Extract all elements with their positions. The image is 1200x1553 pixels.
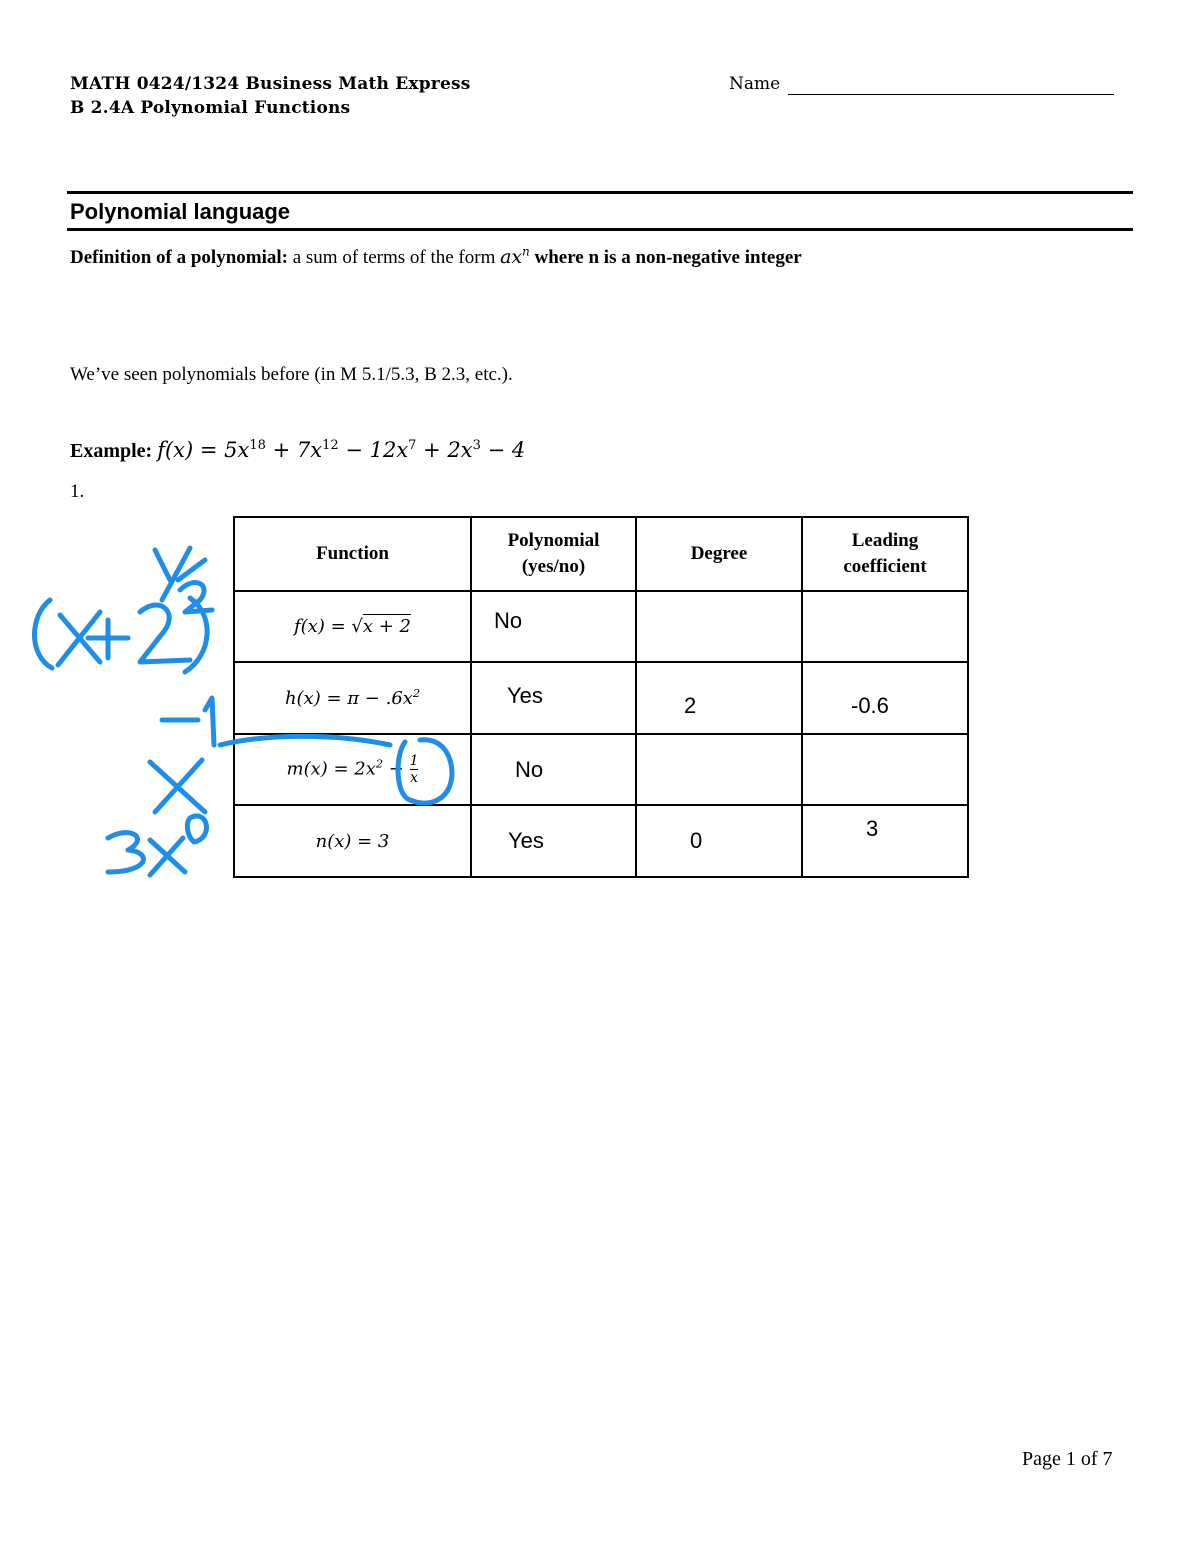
header-degree: Degree: [636, 517, 802, 591]
polynomial-cell[interactable]: [471, 591, 636, 662]
handwriting-x-plus-2-half: [35, 548, 213, 672]
example-equation: [157, 438, 525, 462]
leading-cell[interactable]: [802, 662, 968, 734]
function-cell: [234, 591, 471, 662]
polynomial-answer: No: [515, 756, 544, 782]
table-row: [234, 805, 968, 877]
course-title: MATH 0424/1324 Business Math Express: [70, 74, 471, 94]
function-cell: [234, 734, 471, 805]
function-exponent: 2: [375, 757, 384, 771]
polynomial-cell[interactable]: [471, 734, 636, 805]
radicand: x + 2: [362, 616, 411, 637]
eq-part: + 7x: [265, 438, 323, 462]
leading-cell[interactable]: [802, 805, 968, 877]
example: [70, 438, 525, 463]
fraction-denominator: x: [410, 770, 418, 786]
definition: [70, 246, 802, 269]
header-leading-line2: coefficient: [843, 556, 927, 577]
degree-cell[interactable]: [636, 591, 802, 662]
term-base: ax: [500, 246, 523, 268]
function-cell: [234, 662, 471, 734]
degree-cell[interactable]: [636, 805, 802, 877]
function-text: m(x) = 2x: [286, 758, 376, 780]
header-function: Function: [234, 517, 471, 591]
table-row: [234, 662, 968, 734]
function-text: f(x) = √: [294, 616, 363, 637]
polynomial-table: [233, 516, 969, 878]
leading-answer: 3: [866, 816, 879, 841]
eq-exp: 7: [408, 437, 417, 453]
polynomial-answer: Yes: [508, 828, 544, 853]
problem-number: 1.: [70, 481, 85, 502]
definition-label: Definition of a polynomial:: [70, 247, 288, 268]
intro-text: We’ve seen polynomials before (in M 5.1/5.3, B 2.3, etc.).: [70, 364, 513, 385]
polynomial-answer: Yes: [507, 683, 543, 708]
eq-exp: 12: [322, 437, 339, 453]
header-polynomial-line2: (yes/no): [521, 556, 586, 577]
top-rule: [67, 191, 1133, 194]
degree-cell[interactable]: [636, 662, 802, 734]
degree-cell[interactable]: [636, 734, 802, 805]
definition-term: [500, 246, 530, 268]
term-exponent: n: [522, 244, 530, 259]
handwriting-3x-zero: [108, 816, 206, 875]
eq-part: − 4: [480, 438, 526, 462]
eq-part: f(x) = 5x: [157, 438, 250, 462]
table-header-row: [234, 517, 968, 591]
leading-answer: -0.6: [851, 693, 889, 718]
function-exponent: 2: [412, 686, 421, 700]
function-text: h(x) = π − .6x: [284, 687, 413, 709]
header-leading-line1: Leading: [851, 530, 919, 551]
fraction-numerator: 1: [409, 753, 419, 769]
eq-part: + 2x: [416, 438, 473, 462]
table-row: [234, 734, 968, 805]
polynomial-answer: No: [494, 607, 523, 633]
eq-exp: 18: [249, 437, 266, 453]
leading-cell[interactable]: [802, 734, 968, 805]
section-subtitle: B 2.4A Polynomial Functions: [70, 98, 351, 118]
function-text: n(x) = 3: [315, 830, 390, 852]
section-title: Polynomial language: [70, 199, 291, 224]
eq-exp: 3: [472, 437, 481, 453]
function-fraction: [410, 753, 419, 786]
header-leading: [802, 517, 968, 591]
polynomial-cell[interactable]: [471, 662, 636, 734]
polynomial-cell[interactable]: [471, 805, 636, 877]
name-label: Name: [729, 74, 781, 94]
definition-text: a sum of terms of the form: [292, 247, 496, 268]
name-blank-line[interactable]: [788, 93, 1114, 95]
header-polynomial: [471, 517, 636, 591]
example-label: Example:: [70, 440, 153, 462]
leading-cell[interactable]: [802, 591, 968, 662]
table-row: [234, 591, 968, 662]
degree-answer: 2: [684, 693, 697, 718]
handwriting-x-inverse: [150, 698, 214, 812]
definition-condition: where n is a non-negative integer: [534, 247, 802, 268]
eq-part: − 12x: [338, 438, 409, 462]
degree-answer: 0: [690, 828, 703, 853]
function-cell: [234, 805, 471, 877]
header-polynomial-line1: Polynomial: [507, 530, 600, 551]
function-minus: −: [383, 758, 410, 780]
bottom-rule: [67, 228, 1133, 231]
page-number: Page 1 of 7: [1022, 1448, 1113, 1470]
